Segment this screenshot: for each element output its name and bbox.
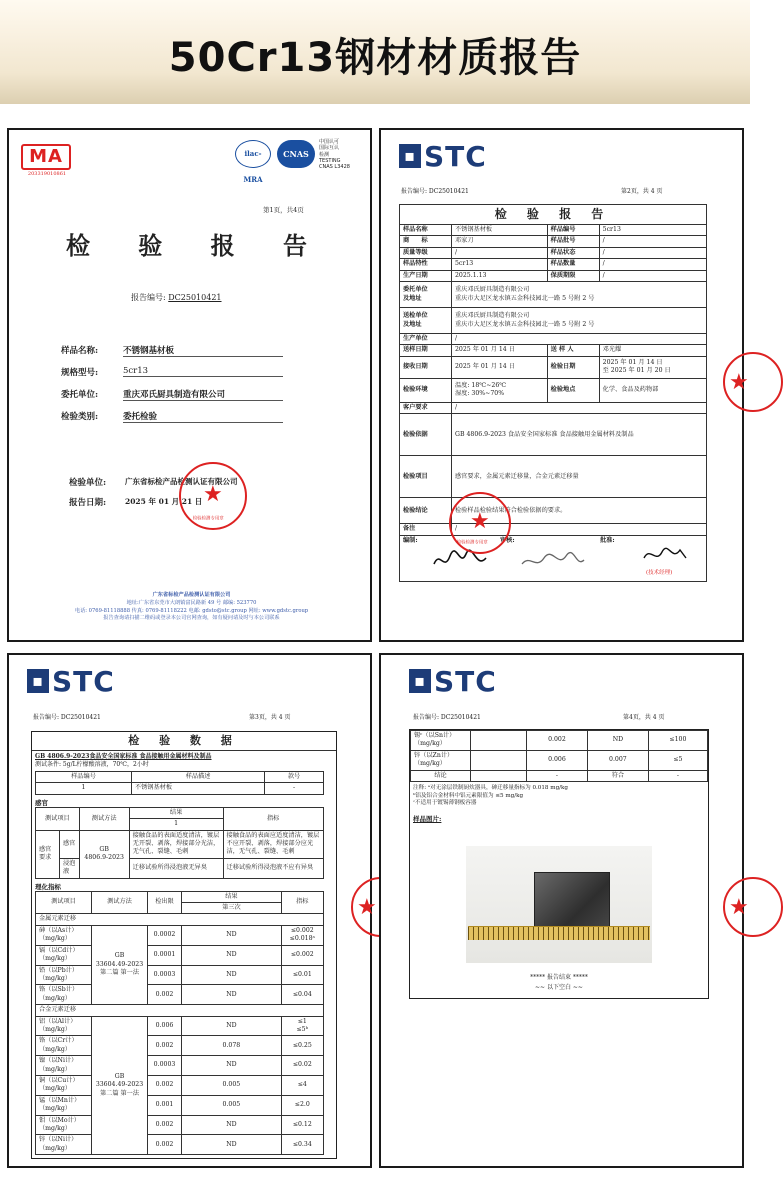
- side-seal-star-icon: ★: [729, 370, 749, 395]
- table-cell: 2025 年 01 月 14 日 至 2025 年 01 月 20 日: [599, 356, 706, 378]
- table-cell: 生产单位: [400, 334, 452, 345]
- table-cell: ≤0.01: [281, 965, 323, 985]
- table-cell: 0.005: [182, 1095, 282, 1115]
- table-cell: 检验结论: [400, 498, 452, 524]
- data-table: [31, 731, 337, 1159]
- type-value: 委托检验: [123, 410, 283, 423]
- table-cell: 2025 年 01 月 14 日: [452, 345, 548, 356]
- footer-note: 报告查询请扫描二维码或登录本公司官网查询，如有疑问请及时与本公司联系: [103, 615, 280, 622]
- table-row: [400, 270, 707, 281]
- table-row: [36, 925, 324, 945]
- table-row: [36, 1135, 324, 1155]
- table-cell: ND: [182, 945, 282, 965]
- report-page-2: [379, 128, 749, 642]
- approver-signature: [640, 544, 690, 568]
- table-cell: 0.0001: [148, 945, 182, 965]
- table-cell: ND: [182, 965, 282, 985]
- table-cell: 商 标: [400, 236, 452, 247]
- table-cell: ≤100: [648, 731, 707, 751]
- table-row: [36, 965, 324, 985]
- table-row: [400, 356, 707, 378]
- table-cell: 款号: [265, 772, 324, 783]
- table-cell: 样品编号: [36, 772, 132, 783]
- table-cell: 铅（以Pb计） （mg/kg）: [36, 965, 92, 985]
- table-row: [400, 236, 707, 247]
- table-cell: 送检单位 及地址: [400, 308, 452, 334]
- table-cell: 接收日期: [400, 356, 452, 378]
- table-cell: 0.001: [148, 1095, 182, 1115]
- table-row: [400, 282, 707, 308]
- table-cell: 0.002: [148, 1135, 182, 1155]
- metal-subsection: 金属元素迁移: [36, 914, 324, 925]
- table-cell: 邓光耀: [599, 345, 706, 356]
- table-cell: ND: [587, 731, 648, 751]
- table-cell: 测试项目: [36, 891, 92, 914]
- table-row: [411, 770, 708, 781]
- table-cell: 温度: 18℃~26℃ 湿度: 30%~70%: [452, 378, 548, 402]
- report-page-4: [379, 653, 749, 1168]
- seal-star-icon: ★: [470, 509, 490, 534]
- notes: 注释: ᵃ对无涂层铁制厨炊器具，砷迁移量指标为 0.018 mg/kg ᵇ铝及铝合金材料中铝元素限值为 ≤5 mg/kg ᶜ不适用于镀锡薄钢板容器: [413, 785, 569, 807]
- table-row: [36, 1016, 324, 1036]
- table-cell: 感官 要求: [36, 830, 60, 878]
- table-cell: 测试项目: [36, 807, 80, 830]
- table-title: 检 验 报 告: [400, 205, 707, 225]
- table-cell: 送样日期: [400, 345, 452, 356]
- page-number: 第1页，共4页: [263, 206, 304, 214]
- table-cell: 检验项目: [400, 456, 452, 498]
- table-cell: /: [599, 270, 706, 281]
- table-cell: 指标: [223, 807, 323, 830]
- table-row: [411, 731, 708, 751]
- page-header: [0, 0, 750, 104]
- table-row: [400, 334, 707, 345]
- table-cell: 备注: [400, 524, 452, 535]
- table-cell: 检验环境: [400, 378, 452, 402]
- table-cell: 样品特性: [400, 259, 452, 270]
- table-cell: /: [452, 247, 548, 258]
- date-value: 2025 年 01 月 21 日: [125, 497, 203, 506]
- table-cell: 0.078: [182, 1036, 282, 1056]
- table-cell: /: [452, 524, 707, 535]
- table-cell: 邓家刀: [452, 236, 548, 247]
- table-cell: ≤2.0: [281, 1095, 323, 1115]
- seal-star-icon: ★: [203, 482, 223, 507]
- table-cell: ≤0.002: [281, 945, 323, 965]
- table-cell: GB 4806.9-2023: [79, 830, 129, 878]
- data-table: [409, 729, 709, 999]
- table-cell: 送 样 人: [547, 345, 599, 356]
- table-cell: [471, 731, 527, 751]
- table-cell: 检验日期: [547, 356, 599, 378]
- table-cell: /: [599, 259, 706, 270]
- table-cell: 2025.1.13: [452, 270, 548, 281]
- table-cell: [471, 770, 527, 781]
- table-cell: 委托单位 及地址: [400, 282, 452, 308]
- lab-value: 广东省标检产品检测认证有限公司: [125, 477, 238, 486]
- footer-company: 广东省标检产品检测认证有限公司: [152, 592, 231, 598]
- seal-text: 检验检测专用章: [192, 516, 224, 522]
- table-cell: 检验依据: [400, 414, 452, 456]
- table-cell: 5cr13: [452, 259, 548, 270]
- spec-value: 5cr13: [123, 366, 283, 377]
- report-number: 报告编号: DC25010421: [413, 714, 481, 721]
- table-title: 检 验 数 据: [32, 732, 336, 751]
- cnas-text: 中国认可 国际互认 检测 TESTING CNAS L3428: [319, 139, 350, 171]
- stc-logo: ▪ STC: [399, 140, 487, 173]
- table-row: [36, 1095, 324, 1115]
- table-cell: -: [265, 783, 324, 794]
- standard-text: GB 4806.9-2023食品安全国家标准 食品接触用金属材料及制品: [35, 753, 212, 760]
- table-cell: 0.002: [148, 985, 182, 1005]
- side-seal: [723, 352, 783, 412]
- sample-name-value: 不锈钢基材板: [123, 344, 283, 357]
- table-cell: 1: [36, 783, 132, 794]
- table-cell: 0.007: [587, 750, 648, 770]
- cma-logo: MA: [21, 144, 71, 170]
- table-cell: 测试方法: [92, 891, 148, 914]
- table-cell: 0.002: [148, 1075, 182, 1095]
- table-cell: 接触食品的表面应适度清洁，镀层不应开裂、剥落，焊接部分应光洁，无气孔、裂缝、毛刺: [223, 830, 323, 858]
- table-row: [400, 456, 707, 498]
- table-cell: 0.0003: [148, 1056, 182, 1076]
- sample-photo: [466, 846, 652, 963]
- table-cell: -: [527, 770, 588, 781]
- table-cell: 第三次: [182, 903, 282, 914]
- table-cell: ND: [182, 985, 282, 1005]
- table-cell: ≤4: [281, 1075, 323, 1095]
- footer-address: 地址:广东省东莞市大朗镇富民路新 49 号 邮编: 523770: [126, 599, 257, 606]
- table-row: [36, 783, 324, 794]
- table-cell: 5cr13: [599, 225, 706, 236]
- official-seal: [449, 492, 511, 554]
- report-page-1: [7, 128, 372, 642]
- table-cell: 铜（以Cu计） （mg/kg）: [36, 1075, 92, 1095]
- table-cell: ≤0.04: [281, 985, 323, 1005]
- side-seal: [723, 877, 783, 937]
- table-cell: 砷（以As计） （mg/kg）: [36, 925, 92, 945]
- table-row: [36, 1056, 324, 1076]
- table-cell: 生产日期: [400, 270, 452, 281]
- table-cell: 样品批号: [547, 236, 599, 247]
- table-cell: ≤0.25: [281, 1036, 323, 1056]
- table-cell: 检验样品检验结果符合检验依据的要求。: [452, 498, 707, 524]
- table-cell: 保质期限: [547, 270, 599, 281]
- table-cell: 符合: [587, 770, 648, 781]
- report-title: 检 验 报 告: [65, 231, 328, 260]
- table-cell: GB 33604.49-2023 第二篇 第一法: [92, 1016, 148, 1155]
- table-cell: 锌（以Ni计） （mg/kg）: [36, 1135, 92, 1155]
- report-number: [131, 292, 222, 303]
- report-number-label: 报告编号:: [131, 293, 166, 302]
- table-cell: 0.002: [148, 1036, 182, 1056]
- table-cell: 结论: [411, 770, 471, 781]
- table-cell: ≤0.02: [281, 1056, 323, 1076]
- report-number-value: DC25010421: [168, 293, 222, 302]
- stc-mark-icon: ▪: [27, 669, 49, 693]
- table-cell: 感官: [60, 830, 80, 858]
- spec-label: 规格型号:: [61, 368, 99, 378]
- page-number: 第2页，共 4 页: [621, 188, 663, 195]
- footer-contact: 电话: 0769-81118888 传真: 0769-81118222 电邮: gdsto@stc.group 网址: www.gdstc.group: [74, 607, 309, 614]
- table-cell: /: [452, 402, 707, 413]
- table-row: [400, 498, 707, 524]
- table-row: [36, 1115, 324, 1135]
- page-number: 第4页，共 4 页: [623, 714, 665, 721]
- approve-title: (技术经理): [646, 569, 673, 576]
- table-cell: 0.0003: [148, 965, 182, 985]
- table-row: [400, 378, 707, 402]
- table-cell: 迁移试验所得浸泡液无异臭: [129, 858, 223, 878]
- table-cell: 0.0002: [148, 925, 182, 945]
- report-number: 报告编号: DC25010421: [401, 188, 469, 195]
- phys-section-title: 理化指标: [35, 882, 61, 891]
- table-cell: /: [599, 247, 706, 258]
- table-cell: 铬（以Sb计） （mg/kg）: [36, 985, 92, 1005]
- table-cell: ≤5: [648, 750, 707, 770]
- table-row: [36, 985, 324, 1005]
- table-cell: ≤0.34: [281, 1135, 323, 1155]
- table-row: [36, 858, 324, 878]
- table-cell: 镉（以Cd计） （mg/kg）: [36, 945, 92, 965]
- report-table: [399, 204, 707, 582]
- table-cell: 0.006: [527, 750, 588, 770]
- table-cell: 样品状态: [547, 247, 599, 258]
- table-cell: 质量等级: [400, 247, 452, 258]
- table-cell: 铝（以Al计） （mg/kg）: [36, 1016, 92, 1036]
- cma-code: 203319010861: [27, 171, 67, 177]
- table-cell: 2025 年 01 月 14 日: [452, 356, 548, 378]
- table-cell: ≤0.12: [281, 1115, 323, 1135]
- table-cell: 检验地点: [547, 378, 599, 402]
- table-cell: 0.006: [148, 1016, 182, 1036]
- table-cell: ≤1 ≤5ᵇ: [281, 1016, 323, 1036]
- sample-name-label: 样品名称:: [61, 346, 99, 356]
- table-cell: /: [599, 236, 706, 247]
- table-row: [400, 402, 707, 413]
- lab-label: 检验单位:: [69, 478, 107, 488]
- table-cell: 镍（以Ni计） （mg/kg）: [36, 1056, 92, 1076]
- table-row: [36, 1036, 324, 1056]
- photo-label: 样品图片:: [413, 814, 442, 823]
- table-cell: ND: [182, 1135, 282, 1155]
- table-cell: 接触食品的表面适度清洁，镀层无开裂、剥落，焊接部分光洁，无气孔、裂缝、毛刺: [129, 830, 223, 858]
- alloy-subsection: 合金元素迁移: [36, 1005, 324, 1016]
- table-cell: 1: [129, 819, 223, 830]
- table-row: [400, 414, 707, 456]
- reviewer-signature: [518, 548, 588, 574]
- table-cell: 样品描述: [131, 772, 264, 783]
- table-cell: 样品数量: [547, 259, 599, 270]
- table-row: [36, 945, 324, 965]
- table-cell: 样品名称: [400, 225, 452, 236]
- date-label: 报告日期:: [69, 498, 107, 508]
- table-row: [400, 308, 707, 334]
- edit-label: 编制:: [403, 536, 418, 544]
- table-cell: 指标: [281, 891, 323, 914]
- table-row: [400, 225, 707, 236]
- table-cell: GB 4806.9-2023 食品安全国家标准 食品接触用金属材料及制品: [452, 414, 707, 456]
- official-seal: [179, 462, 247, 530]
- condition-text: 测试条件: 5g/L柠檬酸溶液，70℃，2小时: [35, 761, 149, 768]
- table-cell: 不锈钢基材板: [131, 783, 264, 794]
- report-page-3: [7, 653, 377, 1168]
- table-row: [400, 247, 707, 258]
- stc-mark-icon: ▪: [399, 144, 421, 168]
- table-cell: 检出限: [148, 891, 182, 914]
- report-number: 报告编号: DC25010421: [33, 714, 101, 721]
- report-end: ***** 报告结束 *****: [530, 974, 588, 981]
- signature-row: [400, 535, 707, 581]
- table-cell: ND: [182, 1056, 282, 1076]
- table-row: [400, 345, 707, 356]
- table-row: [411, 750, 708, 770]
- table-cell: 感官要求，金属元素迁移量，合金元素迁移量: [452, 456, 707, 498]
- table-cell: 铬（以Cr计） （mg/kg）: [36, 1036, 92, 1056]
- table-cell: 浸泡液: [60, 858, 80, 878]
- table-row: [36, 830, 324, 858]
- blank-below: ~~ 以下空白 ~~: [535, 984, 583, 991]
- seal-text: 检验检测专用章: [456, 540, 488, 546]
- stc-logo: ▪ STC: [27, 665, 115, 698]
- table-cell: 锡ᶜ（以Sn计） （mg/kg）: [411, 731, 471, 751]
- stc-mark-icon: ▪: [409, 669, 431, 693]
- table-cell: 测试方法: [79, 807, 129, 830]
- side-seal-star-icon: ★: [357, 895, 377, 920]
- table-cell: 结果: [182, 891, 282, 902]
- table-cell: ≤0.002 ≤0.018ᵃ: [281, 925, 323, 945]
- table-cell: GB 33604.49-2023 第二篇 第一法: [92, 925, 148, 1004]
- table-cell: 锰（以Mn计） （mg/kg）: [36, 1095, 92, 1115]
- ruler-image: [468, 926, 650, 940]
- cnas-logo: CNAS: [277, 140, 315, 168]
- table-cell: [400, 535, 707, 581]
- table-cell: ND: [182, 1016, 282, 1036]
- table-cell: [471, 750, 527, 770]
- review-label: 审核:: [500, 536, 515, 544]
- table-cell: 客户要求: [400, 402, 452, 413]
- table-row: [36, 1075, 324, 1095]
- sense-section-title: 感官: [35, 798, 48, 807]
- client-label: 委托单位:: [61, 390, 99, 400]
- table-cell: ND: [182, 1115, 282, 1135]
- table-cell: 化学、食品及药物部: [599, 378, 706, 402]
- table-cell: 锌（以Zn计） （mg/kg）: [411, 750, 471, 770]
- table-cell: 重庆邓氏厨具制造有限公司 重庆市大足区龙水镇五金科技园北一路 5 号附 2 号: [452, 308, 707, 334]
- stc-logo: ▪ STC: [409, 665, 497, 698]
- table-cell: 重庆邓氏厨具制造有限公司 重庆市大足区龙水镇五金科技园北一路 5 号附 2 号: [452, 282, 707, 308]
- client-value: 重庆邓氏厨具制造有限公司: [123, 388, 283, 401]
- table-cell: 钼（以Mo计） （mg/kg）: [36, 1115, 92, 1135]
- table-cell: 结果: [129, 807, 223, 818]
- table-cell: 迁移试验所得浸泡液不应有异臭: [223, 858, 323, 878]
- table-cell: 0.002: [148, 1115, 182, 1135]
- table-cell: /: [452, 334, 707, 345]
- side-seal-star-icon: ★: [729, 895, 749, 920]
- table-cell: -: [648, 770, 707, 781]
- table-row: [400, 259, 707, 270]
- page-footer: [39, 592, 344, 623]
- approve-label: 批准:: [600, 536, 615, 544]
- table-cell: 0.005: [182, 1075, 282, 1095]
- table-cell: 0.002: [527, 731, 588, 751]
- type-label: 检验类别:: [61, 412, 99, 422]
- table-cell: ND: [182, 925, 282, 945]
- page-title: 50Cr13钢材材质报告: [168, 35, 582, 81]
- table-cell: 样品编号: [547, 225, 599, 236]
- page-number: 第3页，共 4 页: [249, 714, 291, 721]
- table-row: [400, 524, 707, 535]
- ilac-logo: ilac-MRA: [235, 140, 271, 168]
- table-cell: 不锈钢基材板: [452, 225, 548, 236]
